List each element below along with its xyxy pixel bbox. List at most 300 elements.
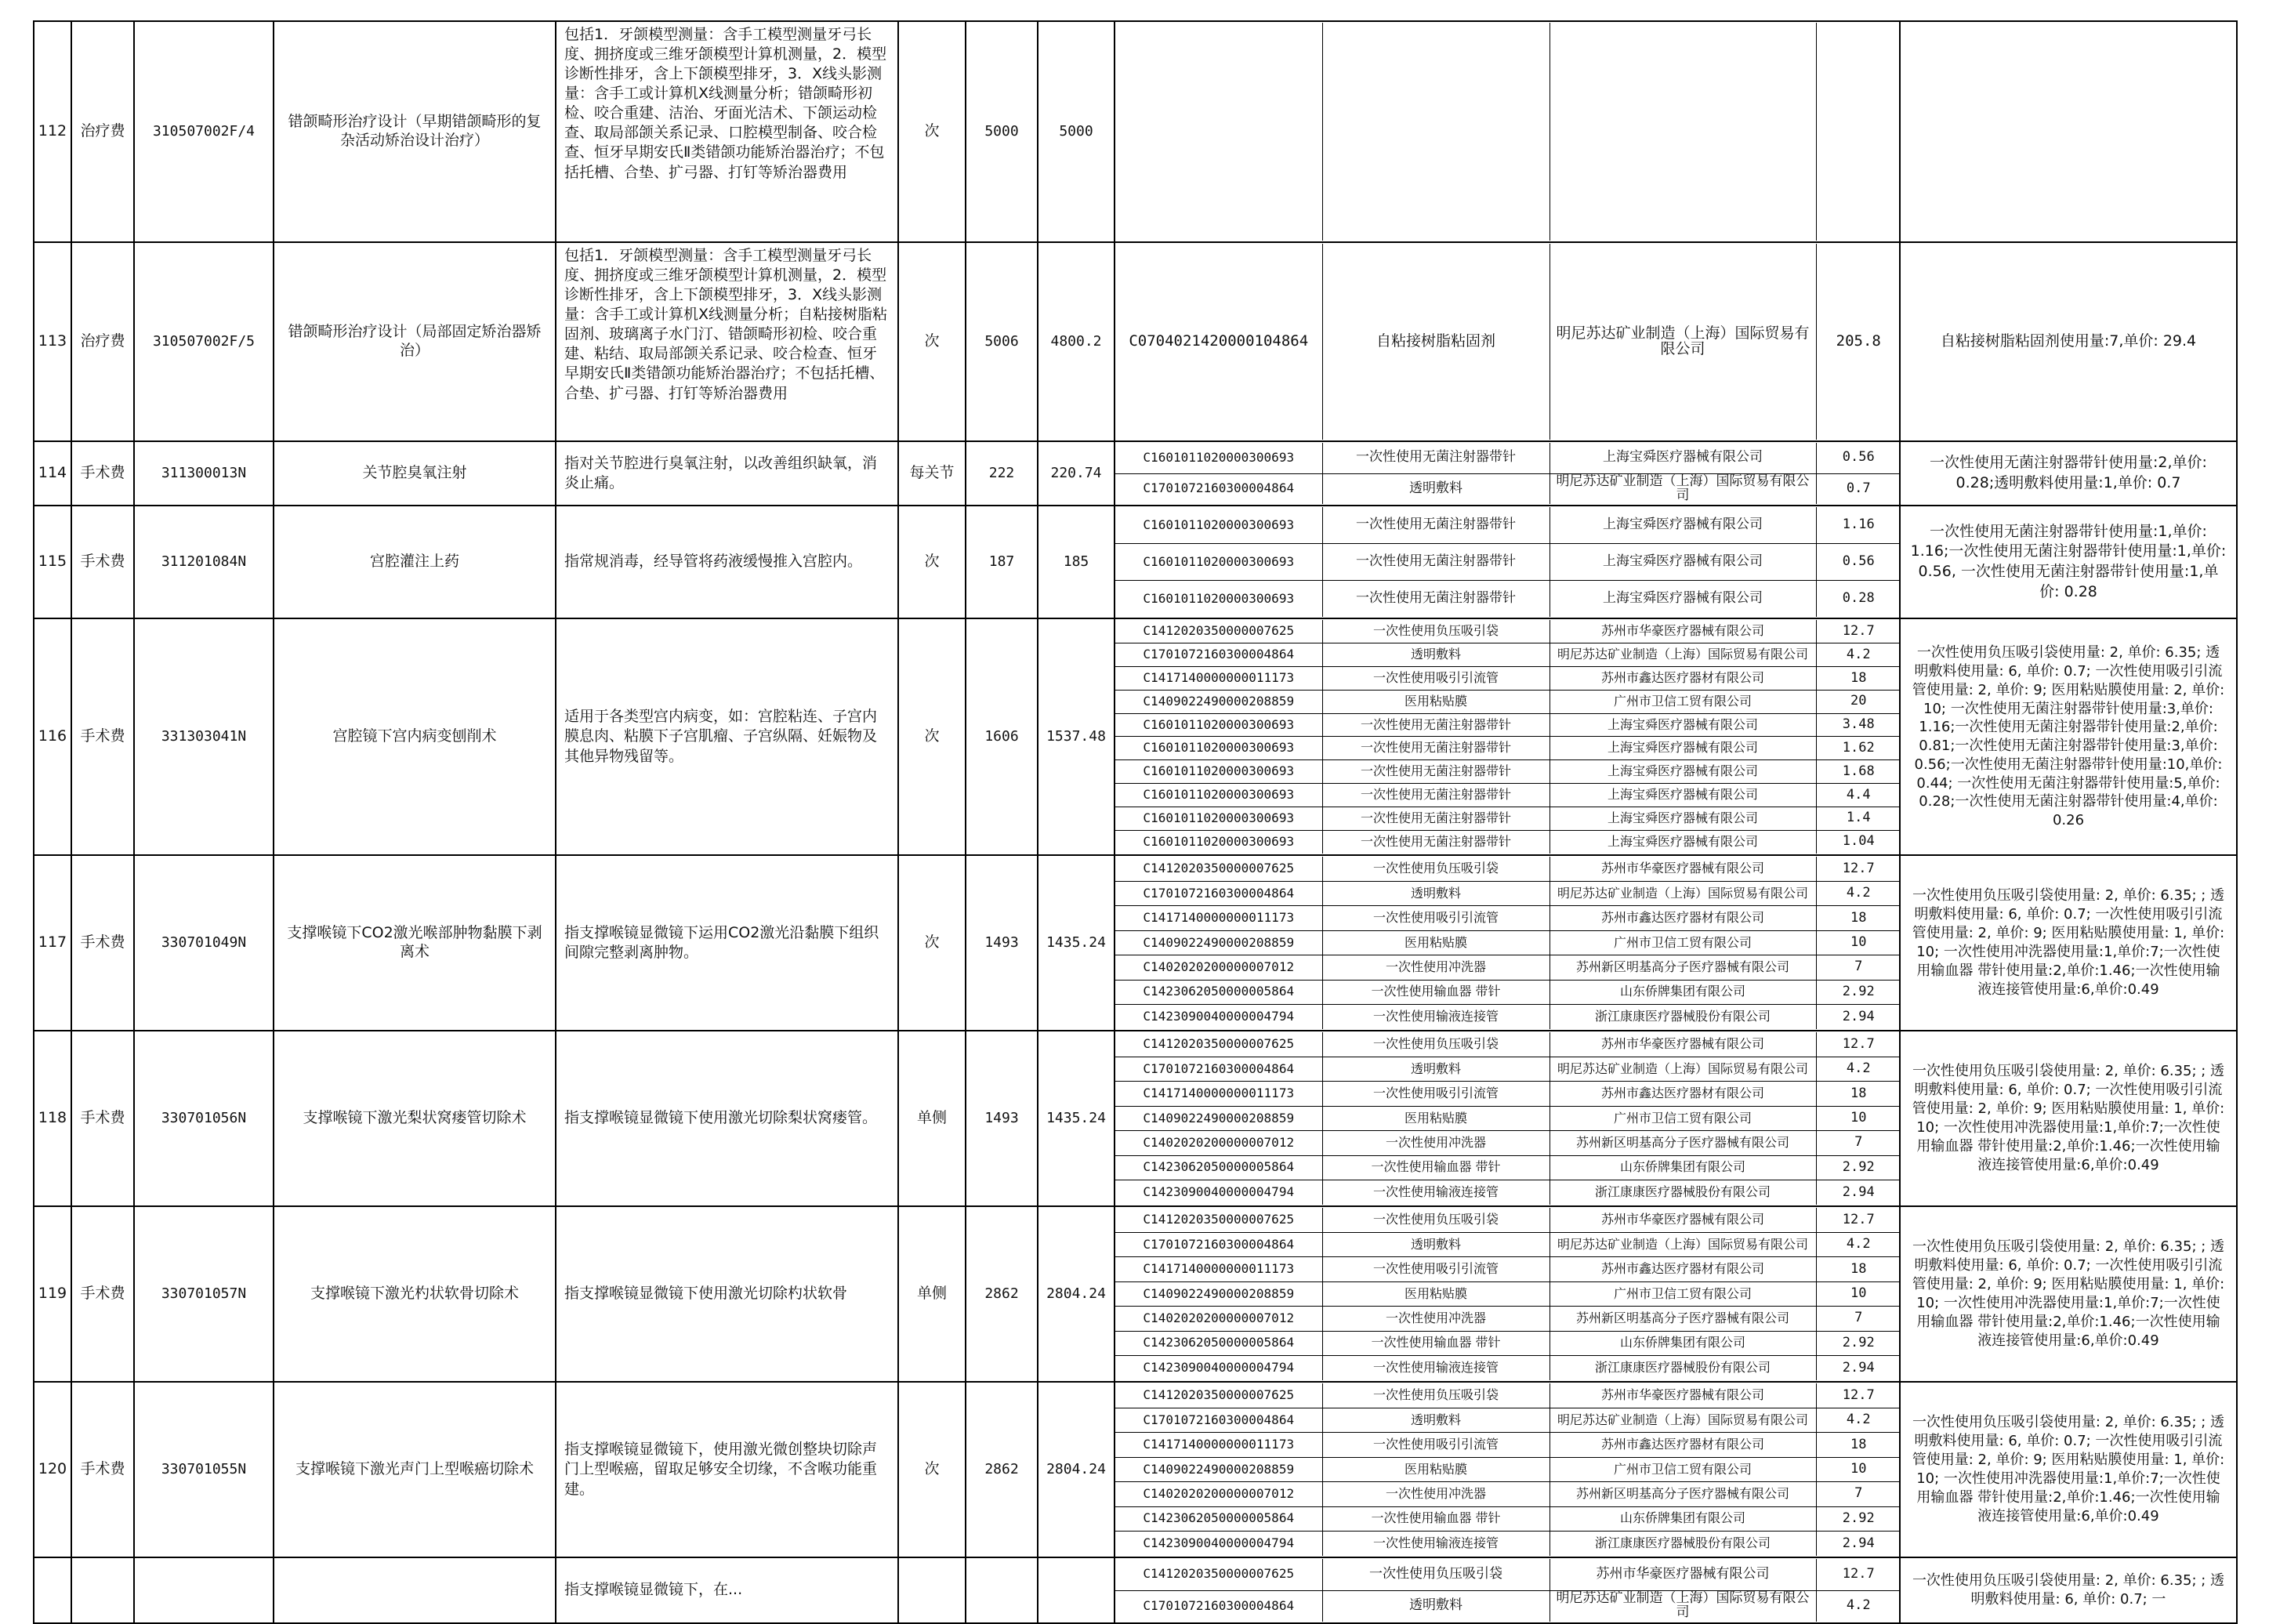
consumable-amount: 12.7 [1816, 1208, 1900, 1232]
unit-cell: 次 [898, 1382, 966, 1557]
consumable-amount: 7 [1816, 1131, 1900, 1155]
consumable-name: 透明敷料 [1322, 1590, 1550, 1622]
consumable-name: 一次性使用无菌注射器带针 [1322, 807, 1550, 830]
category-cell: 手术费 [71, 618, 134, 855]
consumable-amount: 4.4 [1816, 784, 1900, 807]
consumable-code: C1701072160300004864 [1115, 1057, 1322, 1081]
consumable-amount: 10 [1816, 1281, 1900, 1306]
consumable-row [1115, 1082, 1900, 1106]
category-cell [71, 1557, 134, 1623]
item-code-cell: 330701055N [134, 1382, 274, 1557]
consumable-amount: 20 [1816, 690, 1900, 713]
price-cell: 2862 [966, 1382, 1038, 1557]
unit-cell: 单侧 [898, 1031, 966, 1206]
item-code-cell: 311300013N [134, 441, 274, 506]
consumable-code: C1402020200000007012 [1115, 1482, 1322, 1506]
consumable-name: 一次性使用负压吸引袋 [1322, 1032, 1550, 1057]
consumable-company: 苏州市华豪医疗器械有限公司 [1550, 857, 1816, 881]
row-number-cell: 113 [34, 242, 71, 441]
usage-note-cell: 一次性使用负压吸引袋使用量: 2, 单价: 6.35; ; 透明敷料使用量: 6, 单价: 0.7; 一次性使用吸引引流管使用量: 2, 单价: 9; 医用粘贴膜使用量: 1, 单价: 10; 一次性使用冲洗器使用量:1,单价:7;一次性使用输血器 带针使用量:2,单价:1.46;一次性使用输液连接管使用量:6,单价:0.49 [1900, 1382, 2237, 1557]
item-description-cell: 包括1．牙颌模型测量：含手工模型测量牙弓长度、拥挤度或三维牙颌模型计算机测量，2．模型诊断性排牙，含上下颌模型排牙，3．X线头影测量：含手工或计算机X线测量分析；自粘接树脂粘固剂、玻璃离子水门汀、错颌畸形初检、咬合重建、粘结、取局部颌关系记录、咬合检查、恒牙早期安氏Ⅱ类错颌功能矫治器治疗；不包括托槽、合垫、扩弓器、打钉等矫治器费用 [556, 242, 898, 441]
consumable-company: 明尼苏达矿业制造（上海）国际贸易有限公司 [1550, 643, 1816, 667]
consumable-code: C1423090040000004794 [1115, 1532, 1322, 1556]
consumables-subtable [1115, 507, 1900, 617]
consumable-row [1115, 906, 1900, 930]
consumable-code: C1402020200000007012 [1115, 1131, 1322, 1155]
consumable-amount: 1.62 [1816, 737, 1900, 760]
consumable-name: 医用粘贴膜 [1322, 1457, 1550, 1481]
consumable-amount: 10 [1816, 1106, 1900, 1130]
consumable-company: 山东侨牌集团有限公司 [1550, 980, 1816, 1004]
row-number-cell: 116 [34, 618, 71, 855]
adjusted-price-cell: 1435.24 [1038, 1031, 1115, 1206]
consumable-row [1115, 1208, 1900, 1232]
consumable-code: C1701072160300004864 [1115, 1232, 1322, 1256]
consumable-amount: 12.7 [1816, 1559, 1900, 1590]
table-row [34, 1206, 2237, 1382]
consumable-company: 上海宝舜医疗器械有限公司 [1550, 507, 1816, 544]
consumable-code: C1601011020000300693 [1115, 713, 1322, 737]
consumable-company: 广州市卫信工贸有限公司 [1550, 1281, 1816, 1306]
consumable-amount: 7 [1816, 955, 1900, 980]
consumable-amount: 18 [1816, 1082, 1900, 1106]
consumable-code: C1601011020000300693 [1115, 507, 1322, 544]
consumable-row [1115, 667, 1900, 691]
consumable-company: 上海宝舜医疗器械有限公司 [1550, 830, 1816, 854]
table-row [34, 855, 2237, 1031]
consumables-cell [1115, 1557, 1900, 1623]
consumable-row [1115, 1482, 1900, 1506]
table-row [34, 1382, 2237, 1557]
adjusted-price-cell: 5000 [1038, 21, 1115, 242]
pricing-table [33, 20, 2238, 1624]
consumable-name: 自粘接树脂粘固剂 [1322, 244, 1550, 440]
consumables-subtable [1115, 1559, 1900, 1622]
consumable-row [1115, 1408, 1900, 1432]
consumable-row [1115, 443, 1900, 473]
item-name-cell [274, 1557, 556, 1623]
consumable-name: 一次性使用无菌注射器带针 [1322, 443, 1550, 473]
item-name-cell: 支撑喉镜下激光梨状窝瘘管切除术 [274, 1031, 556, 1206]
consumable-name: 一次性使用输血器 带针 [1322, 1331, 1550, 1355]
consumable-code: C1601011020000300693 [1115, 830, 1322, 854]
usage-note-cell: 一次性使用负压吸引袋使用量: 2, 单价: 6.35; ; 透明敷料使用量: 6, 单价: 0.7; 一次性使用吸引引流管使用量: 2, 单价: 9; 医用粘贴膜使用量: 1, 单价: 10; 一次性使用冲洗器使用量:1,单价:7;一次性使用输血器 带针使用量:2,单价:1.46;一次性使用输液连接管使用量:6,单价:0.49 [1900, 1031, 2237, 1206]
consumable-code: C1409022490000208859 [1115, 930, 1322, 955]
consumable-row [1115, 1383, 1900, 1408]
item-name-cell: 支撑喉镜下激光声门上型喉癌切除术 [274, 1382, 556, 1557]
consumable-code: C1423062050000005864 [1115, 980, 1322, 1004]
consumable-code: C1701072160300004864 [1115, 473, 1322, 504]
consumable-code: C1412020350000007625 [1115, 857, 1322, 881]
row-number-cell: 114 [34, 441, 71, 506]
consumable-company: 苏州新区明基高分子医疗器械有限公司 [1550, 1482, 1816, 1506]
consumables-subtable [1115, 857, 1900, 1029]
category-cell: 手术费 [71, 855, 134, 1031]
consumable-code: C1412020350000007625 [1115, 1383, 1322, 1408]
consumable-amount: 2.92 [1816, 1155, 1900, 1180]
consumable-name: 医用粘贴膜 [1322, 930, 1550, 955]
consumable-amount: 205.8 [1836, 332, 1881, 350]
consumable-row [1115, 244, 1900, 440]
adjusted-price-cell: 185 [1038, 506, 1115, 618]
item-name-cell: 支撑喉镜下CO2激光喉部肿物黏膜下剥离术 [274, 855, 556, 1031]
consumable-company: 广州市卫信工贸有限公司 [1550, 1457, 1816, 1481]
consumable-name: 医用粘贴膜 [1322, 690, 1550, 713]
consumable-company: 上海宝舜医疗器械有限公司 [1550, 580, 1816, 617]
consumable-name: 一次性使用吸引引流管 [1322, 667, 1550, 691]
consumables-cell [1115, 1382, 1900, 1557]
consumable-row [1115, 1155, 1900, 1180]
consumables-subtable [1115, 1032, 1900, 1205]
consumable-row [1115, 857, 1900, 881]
consumable-name: 一次性使用无菌注射器带针 [1322, 544, 1550, 581]
usage-note-cell: 一次性使用无菌注射器带针使用量:2,单价: 0.28;透明敷料使用量:1,单价: 0.7 [1900, 441, 2237, 506]
consumable-row [1115, 643, 1900, 667]
consumable-amount: 18 [1816, 1257, 1900, 1281]
consumable-company: 上海宝舜医疗器械有限公司 [1550, 807, 1816, 830]
consumable-amount: 1.4 [1816, 807, 1900, 830]
consumable-amount: 0.28 [1842, 589, 1875, 606]
consumables-cell [1115, 1031, 1900, 1206]
unit-cell: 每关节 [898, 441, 966, 506]
consumable-name: 透明敷料 [1322, 473, 1550, 504]
consumable-name: 一次性使用吸引引流管 [1322, 1433, 1550, 1457]
item-description-cell: 适用于各类型宫内病变，如：宫腔粘连、子宫内膜息肉、粘膜下子宫肌瘤、子宫纵隔、妊娠物及其他异物残留等。 [556, 618, 898, 855]
usage-note-cell: 自粘接树脂粘固剂使用量:7,单价: 29.4 [1900, 242, 2237, 441]
consumable-row [1115, 690, 1900, 713]
consumable-company: 上海宝舜医疗器械有限公司 [1550, 713, 1816, 737]
consumable-code: C1601011020000300693 [1115, 737, 1322, 760]
consumable-name: 一次性使用输液连接管 [1322, 1356, 1550, 1380]
consumable-company: 山东侨牌集团有限公司 [1550, 1506, 1816, 1531]
consumable-amount: 7 [1816, 1307, 1900, 1331]
consumable-row [1115, 1232, 1900, 1256]
consumables-subtable [1115, 620, 1900, 854]
item-name-cell: 错颌畸形治疗设计（局部固定矫治器矫治） [274, 242, 556, 441]
unit-cell: 次 [898, 855, 966, 1031]
consumable-amount: 18 [1816, 906, 1900, 930]
consumable-row [1115, 760, 1900, 784]
consumable-name: 一次性使用无菌注射器带针 [1322, 830, 1550, 854]
consumable-row [1115, 1457, 1900, 1481]
consumable-code: C1423062050000005864 [1115, 1155, 1322, 1180]
consumable-company: 山东侨牌集团有限公司 [1550, 1331, 1816, 1355]
row-number-cell: 117 [34, 855, 71, 1031]
consumable-code: C1423090040000004794 [1115, 1356, 1322, 1380]
consumable-row [1115, 1433, 1900, 1457]
consumable-code: C1423062050000005864 [1115, 1331, 1322, 1355]
consumable-amount: 2.94 [1842, 1535, 1875, 1551]
consumable-code: C1423090040000004794 [1115, 1005, 1322, 1029]
consumable-name: 一次性使用无菌注射器带针 [1322, 507, 1550, 544]
consumable-company: 苏州市鑫达医疗器材有限公司 [1550, 1433, 1816, 1457]
consumable-code: C1601011020000300693 [1115, 760, 1322, 784]
item-code-cell: 331303041N [134, 618, 274, 855]
unit-cell: 单侧 [898, 1206, 966, 1382]
item-name-cell: 支撑喉镜下激光杓状软骨切除术 [274, 1206, 556, 1382]
category-cell: 治疗费 [71, 21, 134, 242]
consumable-company: 苏州市华豪医疗器械有限公司 [1550, 1559, 1816, 1590]
table-row [34, 1031, 2237, 1206]
usage-note-cell: 一次性使用负压吸引袋使用量: 2, 单价: 6.35; ; 透明敷料使用量: 6, 单价: 0.7; 一次性使用吸引引流管使用量: 2, 单价: 9; 医用粘贴膜使用量: 1, 单价: 10; 一次性使用冲洗器使用量:1,单价:7;一次性使用输血器 带针使用量:2,单价:1.46;一次性使用输液连接管使用量:6,单价:0.49 [1900, 1206, 2237, 1382]
table-row [34, 21, 2237, 242]
row-number-cell: 112 [34, 21, 71, 242]
consumables-cell [1115, 618, 1900, 855]
item-name-cell: 关节腔臭氧注射 [274, 441, 556, 506]
category-cell: 手术费 [71, 1031, 134, 1206]
consumable-row [1115, 1057, 1900, 1081]
consumable-row [1115, 1131, 1900, 1155]
item-description-cell: 指支撑喉镜显微镜下使用激光切除梨状窝瘘管。 [556, 1031, 898, 1206]
price-cell [966, 1557, 1038, 1623]
consumable-code: C1701072160300004864 [1115, 643, 1322, 667]
category-cell: 手术费 [71, 506, 134, 618]
consumable-name: 一次性使用输血器 带针 [1322, 980, 1550, 1004]
consumable-row [1115, 784, 1900, 807]
consumable-name: 医用粘贴膜 [1322, 1106, 1550, 1130]
consumable-amount: 12.7 [1816, 857, 1900, 881]
row-number-cell: 118 [34, 1031, 71, 1206]
consumable-company: 上海宝舜医疗器械有限公司 [1550, 737, 1816, 760]
consumable-company: 苏州市华豪医疗器械有限公司 [1550, 1032, 1816, 1057]
category-cell: 手术费 [71, 441, 134, 506]
consumable-name: 透明敷料 [1322, 1408, 1550, 1432]
consumables-subtable [1115, 244, 1900, 440]
consumable-name: 一次性使用无菌注射器带针 [1322, 737, 1550, 760]
category-cell: 治疗费 [71, 242, 134, 441]
consumable-company: 上海宝舜医疗器械有限公司 [1550, 544, 1816, 581]
row-number-cell: 115 [34, 506, 71, 618]
adjusted-price-cell [1038, 1557, 1115, 1623]
adjusted-price-cell: 1435.24 [1038, 855, 1115, 1031]
consumable-amount: 0.56 [1816, 443, 1900, 473]
consumable-company: 明尼苏达矿业制造（上海）国际贸易有限公司 [1550, 1408, 1816, 1432]
category-cell: 手术费 [71, 1382, 134, 1557]
consumable-row [1115, 1331, 1900, 1355]
consumable-name: 一次性使用吸引引流管 [1322, 1082, 1550, 1106]
item-description-cell: 包括1．牙颌模型测量：含手工模型测量牙弓长度、拥挤度或三维牙颌模型计算机测量，2．模型诊断性排牙，含上下颌模型排牙，3．X线头影测量：含手工或计算机X线测量分析；错颌畸形初检、咬合重建、洁治、牙面光洁术、下颌运动检查、取局部颌关系记录、口腔模型制备、咬合检查、恒牙早期安氏Ⅱ类错颌功能矫治器治疗；不包括托槽、合垫、扩弓器、打钉等矫治器费用 [556, 21, 898, 242]
consumable-company: 苏州市华豪医疗器械有限公司 [1550, 1383, 1816, 1408]
consumable-code: C1601011020000300693 [1115, 807, 1322, 830]
adjusted-price-cell: 220.74 [1038, 441, 1115, 506]
consumable-code: C1409022490000208859 [1115, 1457, 1322, 1481]
consumable-code: C1701072160300004864 [1115, 1408, 1322, 1432]
consumable-company: 浙江康康医疗器械股份有限公司 [1550, 1532, 1816, 1556]
consumable-code: C1417140000000011173 [1115, 1433, 1322, 1457]
consumable-name: 一次性使用输血器 带针 [1322, 1506, 1550, 1531]
consumable-company: 上海宝舜医疗器械有限公司 [1550, 784, 1816, 807]
price-cell: 222 [966, 441, 1038, 506]
consumable-amount: 0.56 [1816, 544, 1900, 581]
consumable-code: C1409022490000208859 [1115, 690, 1322, 713]
consumable-name: 透明敷料 [1322, 643, 1550, 667]
table-row [34, 441, 2237, 506]
consumable-row [1115, 713, 1900, 737]
consumables-cell [1115, 506, 1900, 618]
consumable-name: 一次性使用无菌注射器带针 [1322, 580, 1550, 617]
item-description-cell: 指常规消毒，经导管将药液缓慢推入宫腔内。 [556, 506, 898, 618]
consumable-name: 一次性使用输血器 带针 [1322, 1155, 1550, 1180]
consumable-company: 上海宝舜医疗器械有限公司 [1550, 443, 1816, 473]
consumable-company: 苏州新区明基高分子医疗器械有限公司 [1550, 1307, 1816, 1331]
consumable-name: 一次性使用无菌注射器带针 [1322, 713, 1550, 737]
consumable-company: 明尼苏达矿业制造（上海）国际贸易有限公司 [1550, 244, 1816, 440]
consumable-name: 一次性使用吸引引流管 [1322, 906, 1550, 930]
consumable-amount: 2.94 [1842, 1359, 1875, 1376]
consumable-row [1115, 507, 1900, 544]
consumable-row [1115, 473, 1900, 504]
consumable-amount: 4.2 [1816, 643, 1900, 667]
consumable-company: 广州市卫信工贸有限公司 [1550, 1106, 1816, 1130]
consumable-amount: 2.94 [1842, 1008, 1875, 1024]
consumable-code: C1417140000000011173 [1115, 667, 1322, 691]
consumable-row [1115, 1506, 1900, 1531]
adjusted-price-cell: 2804.24 [1038, 1382, 1115, 1557]
usage-note-cell: 一次性使用无菌注射器带针使用量:1,单价: 1.16;一次性使用无菌注射器带针使用量:1,单价: 0.56, 一次性使用无菌注射器带针使用量:1,单价: 0.28 [1900, 506, 2237, 618]
consumable-code: C1402020200000007012 [1115, 955, 1322, 980]
consumable-row [1115, 980, 1900, 1004]
consumable-company: 明尼苏达矿业制造（上海）国际贸易有限公司 [1550, 1232, 1816, 1256]
unit-cell [898, 1557, 966, 1623]
row-number-cell: 120 [34, 1382, 71, 1557]
consumable-name: 一次性使用输液连接管 [1322, 1005, 1550, 1029]
consumable-name: 一次性使用冲洗器 [1322, 955, 1550, 980]
consumable-code: C1601011020000300693 [1115, 443, 1322, 473]
consumable-code: C1402020200000007012 [1115, 1307, 1322, 1331]
consumable-code: C1601011020000300693 [1115, 580, 1322, 617]
item-code-cell: 330701049N [134, 855, 274, 1031]
consumable-row [1115, 1281, 1900, 1306]
consumable-name: 透明敷料 [1322, 1232, 1550, 1256]
consumable-code: C1701072160300004864 [1115, 881, 1322, 905]
consumable-amount: 18 [1816, 667, 1900, 691]
row-number-cell: 119 [34, 1206, 71, 1382]
table-row [34, 1557, 2237, 1623]
consumable-code: C1409022490000208859 [1115, 1281, 1322, 1306]
consumable-row [1115, 544, 1900, 581]
consumable-code: C1409022490000208859 [1115, 1106, 1322, 1130]
consumable-row [1115, 1180, 1900, 1205]
consumable-name: 一次性使用冲洗器 [1322, 1482, 1550, 1506]
consumables-cell [1115, 242, 1900, 441]
consumable-name: 一次性使用输液连接管 [1322, 1180, 1550, 1205]
consumable-row [1115, 737, 1900, 760]
consumable-code: C1412020350000007625 [1115, 1208, 1322, 1232]
row-number-cell [34, 1557, 71, 1623]
consumable-name: 医用粘贴膜 [1322, 1281, 1550, 1306]
consumable-name: 透明敷料 [1322, 881, 1550, 905]
consumable-company: 明尼苏达矿业制造（上海）国际贸易有限公司 [1550, 1590, 1816, 1622]
consumable-amount: 4.2 [1816, 1057, 1900, 1081]
consumable-amount: 2.94 [1842, 1184, 1875, 1200]
consumable-company: 上海宝舜医疗器械有限公司 [1550, 760, 1816, 784]
consumable-company: 苏州市华豪医疗器械有限公司 [1550, 1208, 1816, 1232]
usage-note-cell: 一次性使用负压吸引袋使用量: 2, 单价: 6.35; ; 透明敷料使用量: 6, 单价: 0.7; 一次性使用吸引引流管使用量: 2, 单价: 9; 医用粘贴膜使用量: 1, 单价: 10; 一次性使用冲洗器使用量:1,单价:7;一次性使用输血器 带针使用量:2,单价:1.46;一次性使用输液连接管使用量:6,单价:0.49 [1900, 855, 2237, 1031]
consumable-name: 一次性使用吸引引流管 [1322, 1257, 1550, 1281]
table-body [34, 21, 2237, 1623]
consumable-name: 一次性使用负压吸引袋 [1322, 1383, 1550, 1408]
consumable-company: 浙江康康医疗器械股份有限公司 [1550, 1005, 1816, 1029]
unit-cell: 次 [898, 242, 966, 441]
item-description-cell: 指支撑喉镜显微镜下运用CO2激光沿黏膜下组织间隙完整剥离肿物。 [556, 855, 898, 1031]
price-cell: 1493 [966, 1031, 1038, 1206]
consumables-subtable [1115, 443, 1900, 504]
table-row [34, 506, 2237, 618]
item-description-cell: 指支撑喉镜显微镜下使用激光切除杓状软骨 [556, 1206, 898, 1382]
price-cell: 187 [966, 506, 1038, 618]
unit-cell: 次 [898, 21, 966, 242]
item-description-cell: 指支撑喉镜显微镜下，在... [556, 1557, 898, 1623]
adjusted-price-cell: 2804.24 [1038, 1206, 1115, 1382]
consumable-row [1115, 1032, 1900, 1057]
item-code-cell: 310507002F/5 [134, 242, 274, 441]
consumable-row [1115, 1307, 1900, 1331]
price-cell: 5006 [966, 242, 1038, 441]
table-row [34, 242, 2237, 441]
consumable-code: C1412020350000007625 [1115, 1559, 1322, 1590]
adjusted-price-cell: 4800.2 [1038, 242, 1115, 441]
consumable-name: 一次性使用无菌注射器带针 [1322, 784, 1550, 807]
consumable-code: C1412020350000007625 [1115, 1032, 1322, 1057]
consumable-row [1115, 1005, 1900, 1029]
consumable-row [1115, 1590, 1900, 1622]
consumable-amount: 7 [1816, 1482, 1900, 1506]
consumable-name: 一次性使用负压吸引袋 [1322, 1208, 1550, 1232]
consumable-row [1115, 1356, 1900, 1380]
consumable-code: C1423062050000005864 [1115, 1506, 1322, 1531]
consumable-amount: 2.92 [1816, 980, 1900, 1004]
consumable-row [1115, 930, 1900, 955]
consumable-row [1115, 1532, 1900, 1556]
price-cell: 1606 [966, 618, 1038, 855]
category-cell: 手术费 [71, 1206, 134, 1382]
consumable-row [1115, 830, 1900, 854]
consumable-company: 浙江康康医疗器械股份有限公司 [1550, 1356, 1816, 1380]
consumable-company: 苏州市鑫达医疗器材有限公司 [1550, 906, 1816, 930]
item-code-cell [134, 1557, 274, 1623]
consumable-code: C1701072160300004864 [1115, 1590, 1322, 1622]
item-code-cell: 330701057N [134, 1206, 274, 1382]
consumable-company: 苏州市鑫达医疗器材有限公司 [1550, 1257, 1816, 1281]
consumable-company: 苏州市鑫达医疗器材有限公司 [1550, 1082, 1816, 1106]
consumables-cell [1115, 1206, 1900, 1382]
consumable-company: 苏州新区明基高分子医疗器械有限公司 [1550, 1131, 1816, 1155]
consumable-company: 明尼苏达矿业制造（上海）国际贸易有限公司 [1550, 473, 1816, 504]
consumables-subtable [1115, 1383, 1900, 1556]
consumable-amount: 12.7 [1816, 1383, 1900, 1408]
consumable-amount: 4.2 [1846, 1597, 1871, 1614]
consumable-name: 一次性使用无菌注射器带针 [1322, 760, 1550, 784]
consumable-amount: 2.92 [1816, 1506, 1900, 1531]
consumable-company: 广州市卫信工贸有限公司 [1550, 930, 1816, 955]
consumable-amount: 3.48 [1816, 713, 1900, 737]
item-name-cell: 宫腔镜下宫内病变刨削术 [274, 618, 556, 855]
table-row [34, 618, 2237, 855]
consumable-name: 一次性使用输液连接管 [1322, 1532, 1550, 1556]
consumable-amount: 12.7 [1816, 620, 1900, 643]
consumable-name: 透明敷料 [1322, 1057, 1550, 1081]
consumable-amount: 2.92 [1816, 1331, 1900, 1355]
consumable-amount: 4.2 [1816, 1232, 1900, 1256]
item-name-cell: 宫腔灌注上药 [274, 506, 556, 618]
consumable-row [1115, 620, 1900, 643]
consumable-name: 一次性使用负压吸引袋 [1322, 857, 1550, 881]
consumable-code: C1417140000000011173 [1115, 1257, 1322, 1281]
consumables-subtable [1115, 1208, 1900, 1380]
usage-note-cell: 一次性使用负压吸引袋使用量: 2, 单价: 6.35; ; 透明敷料使用量: 6, 单价: 0.7; 一 [1900, 1557, 2237, 1623]
item-description-cell: 指对关节腔进行臭氧注射，以改善组织缺氧，消炎止痛。 [556, 441, 898, 506]
adjusted-price-cell: 1537.48 [1038, 618, 1115, 855]
